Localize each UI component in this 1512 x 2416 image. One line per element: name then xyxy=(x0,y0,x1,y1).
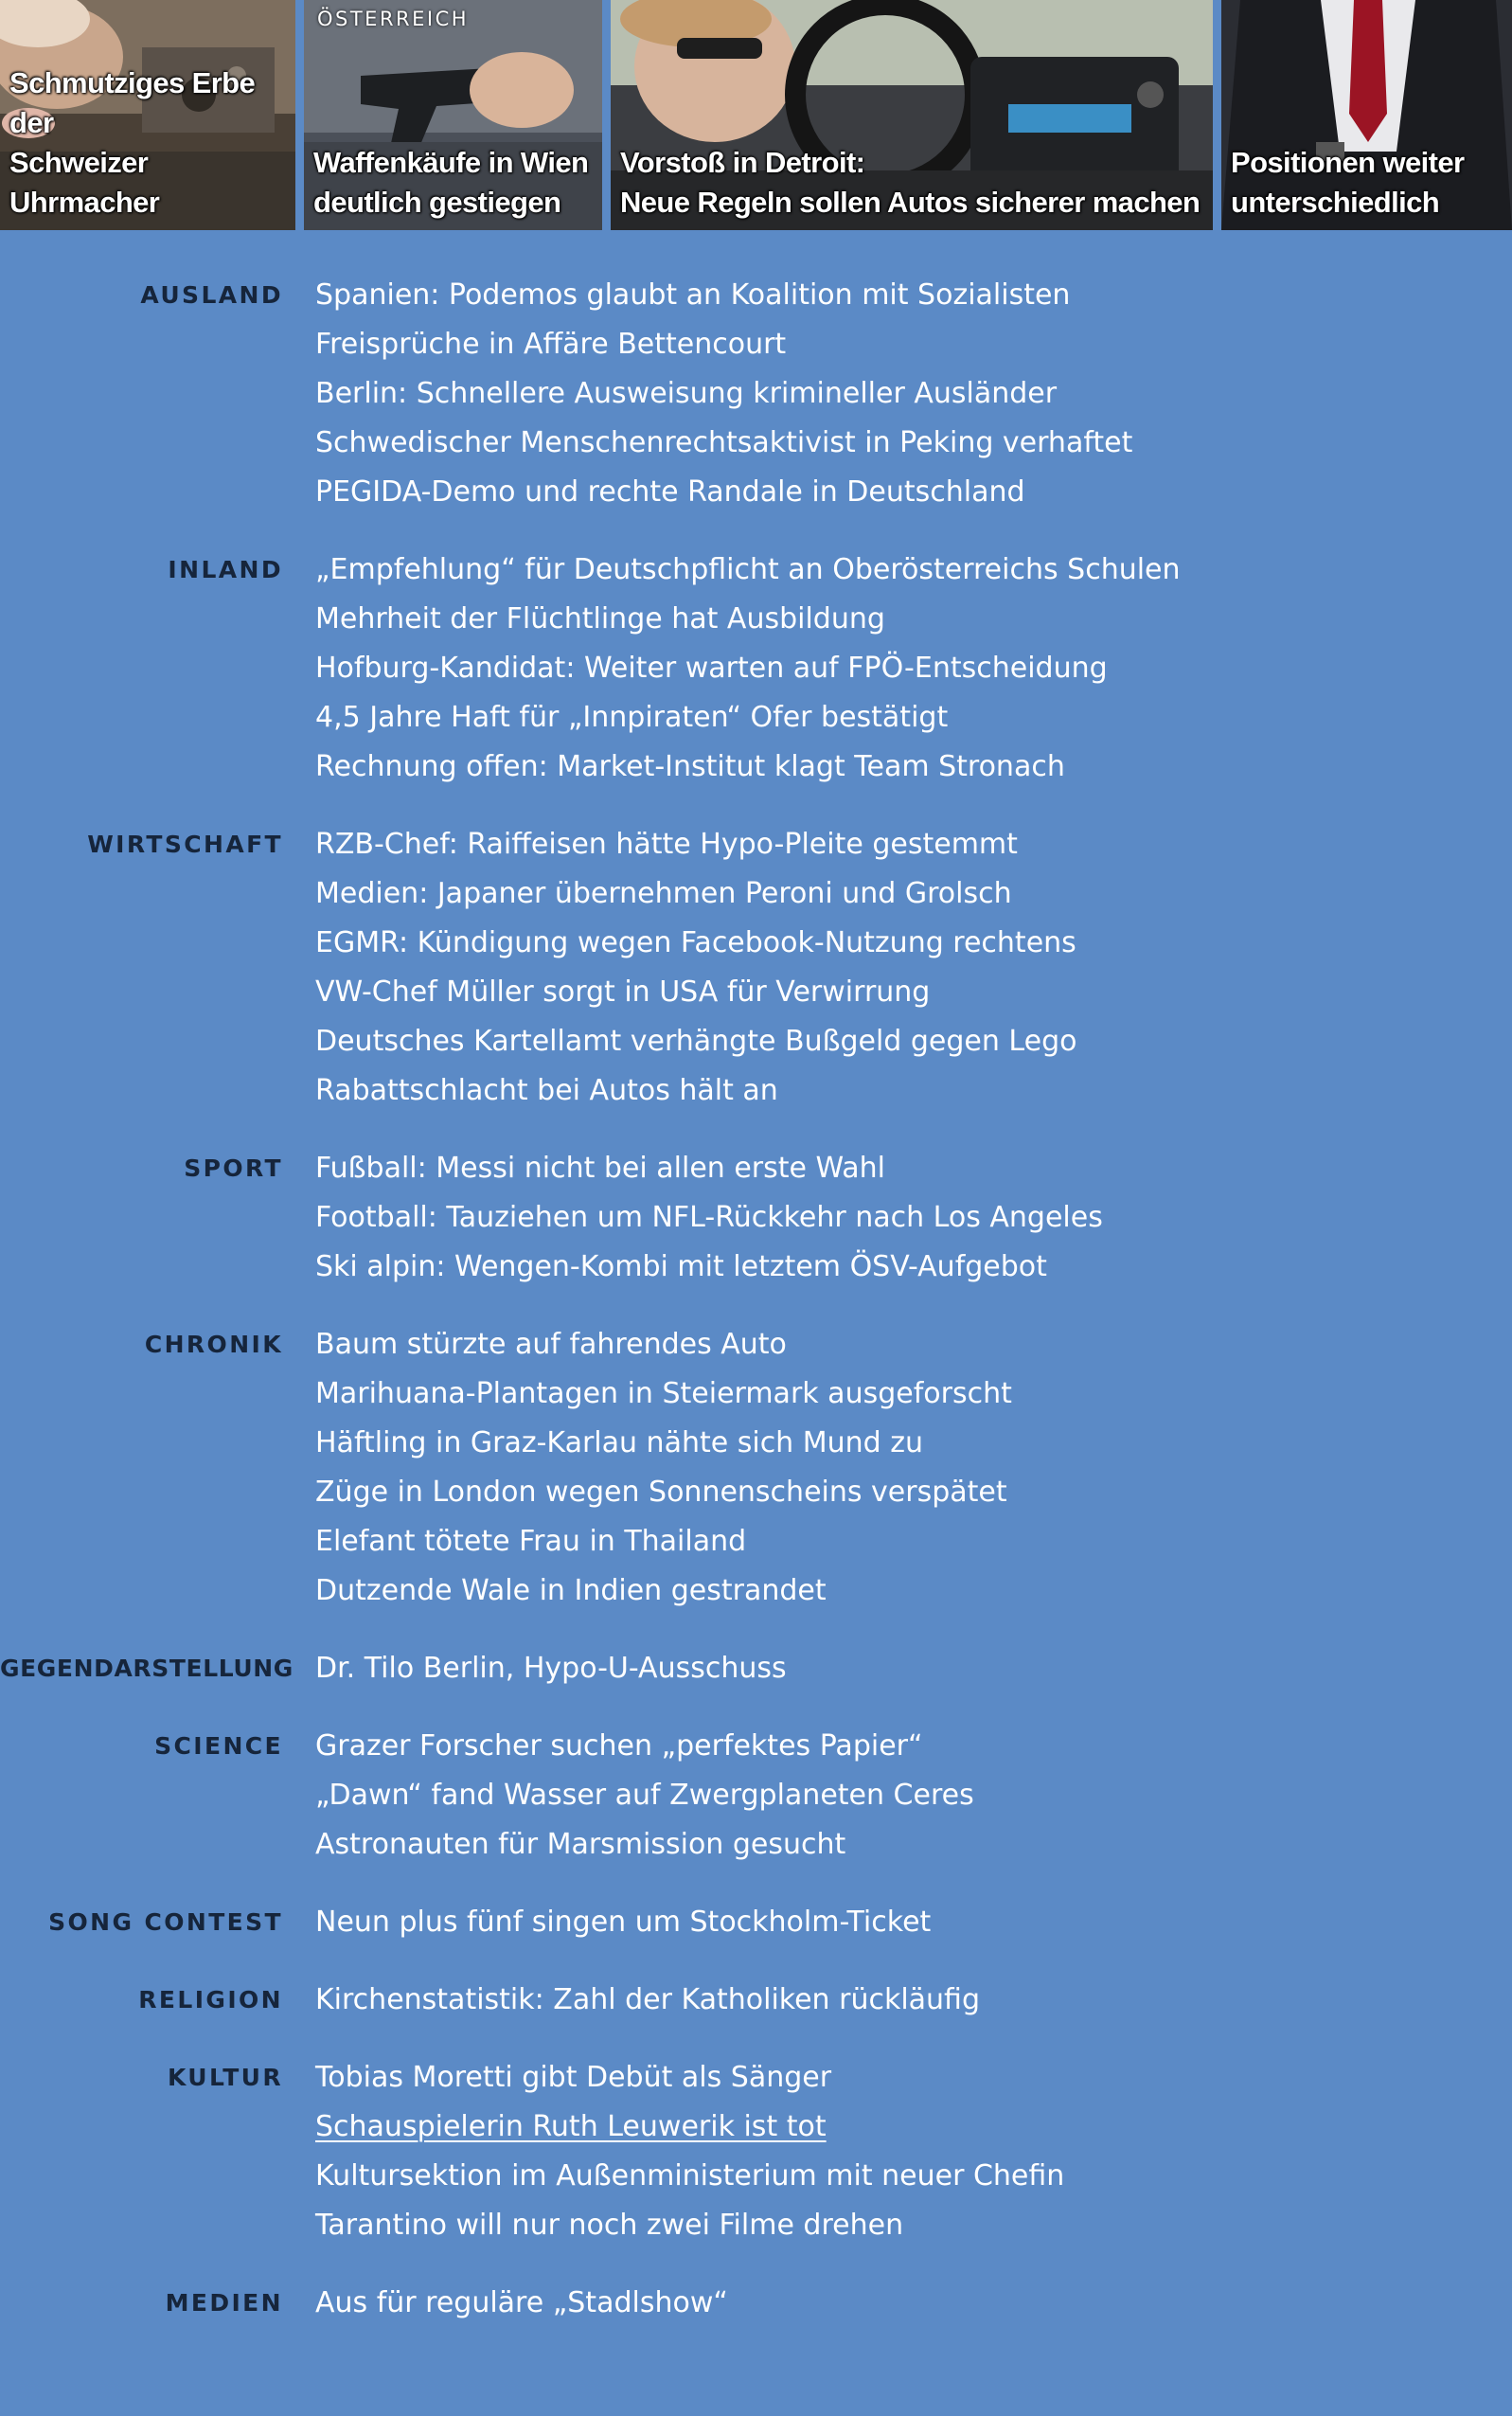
headline-link[interactable]: VW-Chef Müller sorgt in USA für Verwirrung xyxy=(315,975,931,1009)
headline-link[interactable]: Tobias Moretti gibt Debüt als Sänger xyxy=(315,2061,832,2094)
headline-link-hovered[interactable]: Schauspielerin Ruth Leuwerik ist tot xyxy=(315,2110,827,2143)
headline-link[interactable]: PEGIDA-Demo und rechte Randale in Deutschland xyxy=(315,475,1025,509)
section-label-song-contest: SONG CONTEST xyxy=(48,1908,283,1936)
section-song-contest xyxy=(0,1898,1512,1947)
section-label-chronik: CHRONIK xyxy=(144,1331,283,1358)
section-inland xyxy=(0,546,1512,792)
section-items-sport xyxy=(315,1144,1512,1292)
headline-link[interactable]: Dutzende Wale in Indien gestrandet xyxy=(315,1574,827,1607)
news-sections xyxy=(0,271,1512,2356)
section-label-sport: SPORT xyxy=(184,1154,283,1182)
headline-link[interactable]: Aus für reguläre „Stadlshow“ xyxy=(315,2286,728,2319)
section-medien xyxy=(0,2279,1512,2328)
teaser-watchmakers[interactable] xyxy=(0,0,295,230)
headline-link[interactable]: Football: Tauziehen um NFL-Rückkehr nach Los Angeles xyxy=(315,1201,1103,1234)
section-wirtschaft xyxy=(0,820,1512,1116)
section-items-gegendarstellung xyxy=(315,1644,1512,1693)
section-items-kultur xyxy=(315,2053,1512,2250)
headline-link[interactable]: Rabattschlacht bei Autos hält an xyxy=(315,1074,778,1107)
headline-link[interactable]: Häftling in Graz-Karlau nähte sich Mund zu xyxy=(315,1426,923,1459)
headline-link[interactable]: Hofburg-Kandidat: Weiter warten auf FPÖ-Entscheidung xyxy=(315,652,1108,685)
headline-link[interactable]: Züge in London wegen Sonnenscheins verspätet xyxy=(315,1476,1007,1509)
section-label-wirtschaft: WIRTSCHAFT xyxy=(87,831,283,858)
headline-link[interactable]: Tarantino will nur noch zwei Filme drehen xyxy=(315,2209,904,2242)
headline-link[interactable]: Elefant tötete Frau in Thailand xyxy=(315,1525,747,1558)
section-items-medien xyxy=(315,2279,1512,2328)
section-gegendarstellung xyxy=(0,1644,1512,1693)
section-kultur xyxy=(0,2053,1512,2250)
headline-link[interactable]: Medien: Japaner übernehmen Peroni und Grolsch xyxy=(315,877,1012,910)
teaser-positions[interactable] xyxy=(1221,0,1512,230)
section-label-ausland: AUSLAND xyxy=(140,281,283,309)
section-science xyxy=(0,1722,1512,1870)
headline-link[interactable]: Spanien: Podemos glaubt an Koalition mit Sozialisten xyxy=(315,278,1071,312)
headline-link[interactable]: Astronauten für Marsmission gesucht xyxy=(315,1828,846,1861)
headline-link[interactable]: Deutsches Kartellamt verhängte Bußgeld gegen Lego xyxy=(315,1025,1077,1058)
section-items-inland xyxy=(315,546,1512,792)
section-ausland xyxy=(0,271,1512,517)
section-religion xyxy=(0,1976,1512,2025)
headline-link[interactable]: Berlin: Schnellere Ausweisung krimineller Ausländer xyxy=(315,377,1058,410)
headline-link[interactable]: Fußball: Messi nicht bei allen erste Wahl xyxy=(315,1152,885,1185)
headline-link[interactable]: Schwedischer Menschenrechtsaktivist in Peking verhaftet xyxy=(315,426,1133,459)
headline-link[interactable]: Ski alpin: Wengen-Kombi mit letztem ÖSV-Aufgebot xyxy=(315,1250,1047,1283)
section-sport xyxy=(0,1144,1512,1292)
headline-link[interactable]: Kirchenstatistik: Zahl der Katholiken rückläufig xyxy=(315,1983,980,2016)
headline-link[interactable]: Dr. Tilo Berlin, Hypo-U-Ausschuss xyxy=(315,1652,787,1685)
headline-link[interactable]: Kultursektion im Außenministerium mit neuer Chefin xyxy=(315,2159,1065,2192)
headline-link[interactable]: „Dawn“ fand Wasser auf Zwergplaneten Ceres xyxy=(315,1779,974,1812)
headline-link[interactable]: EGMR: Kündigung wegen Facebook-Nutzung rechtens xyxy=(315,926,1076,959)
headline-link[interactable]: Neun plus fünf singen um Stockholm-Ticket xyxy=(315,1906,932,1939)
section-chronik xyxy=(0,1320,1512,1616)
teaser-detroit-car-rules-headline: Vorstoß in Detroit: Neue Regeln sollen Autos sicherer machen xyxy=(620,146,1201,219)
teaser-gun-purchases-headline: Waffenkäufe in Wien deutlich gestiegen xyxy=(313,146,589,219)
teaser-strip xyxy=(0,0,1512,230)
section-label-medien: MEDIEN xyxy=(165,2289,283,2317)
section-items-religion xyxy=(315,1976,1512,2025)
headline-link[interactable]: „Empfehlung“ für Deutschpflicht an Oberösterreichs Schulen xyxy=(315,553,1181,586)
section-label-religion: RELIGION xyxy=(138,1986,283,2013)
teaser-gun-purchases[interactable] xyxy=(304,0,602,230)
headline-link[interactable]: 4,5 Jahre Haft für „Innpiraten“ Ofer bestätigt xyxy=(315,701,949,734)
section-items-science xyxy=(315,1722,1512,1870)
headline-link[interactable]: RZB-Chef: Raiffeisen hätte Hypo-Pleite gestemmt xyxy=(315,828,1018,861)
section-label-inland: INLAND xyxy=(168,556,283,583)
section-items-ausland xyxy=(315,271,1512,517)
section-label-science: SCIENCE xyxy=(154,1732,283,1760)
headline-link[interactable]: Rechnung offen: Market-Institut klagt Team Stronach xyxy=(315,750,1065,783)
teaser-detroit-car-rules[interactable] xyxy=(611,0,1213,230)
section-items-chronik xyxy=(315,1320,1512,1616)
teaser-positions-headline: Positionen weiter unterschiedlich xyxy=(1231,146,1465,219)
headline-link[interactable]: Marihuana-Plantagen in Steiermark ausgeforscht xyxy=(315,1377,1012,1410)
headline-link[interactable]: Freisprüche in Affäre Bettencourt xyxy=(315,328,787,361)
teaser-watchmakers-headline: Schmutziges Erbe der Schweizer Uhrmacher xyxy=(9,66,256,219)
section-label-kultur: KULTUR xyxy=(167,2064,283,2091)
headline-link[interactable]: Baum stürzte auf fahrendes Auto xyxy=(315,1328,787,1361)
section-label-gegendarstellung: GEGENDARSTELLUNG xyxy=(0,1655,294,1682)
teaser-gun-purchases-kicker: ÖSTERREICH xyxy=(317,8,470,30)
headline-link[interactable]: Grazer Forscher suchen „perfektes Papier“ xyxy=(315,1729,923,1763)
section-items-wirtschaft xyxy=(315,820,1512,1116)
section-items-song-contest xyxy=(315,1898,1512,1947)
headline-link[interactable]: Mehrheit der Flüchtlinge hat Ausbildung xyxy=(315,602,885,635)
